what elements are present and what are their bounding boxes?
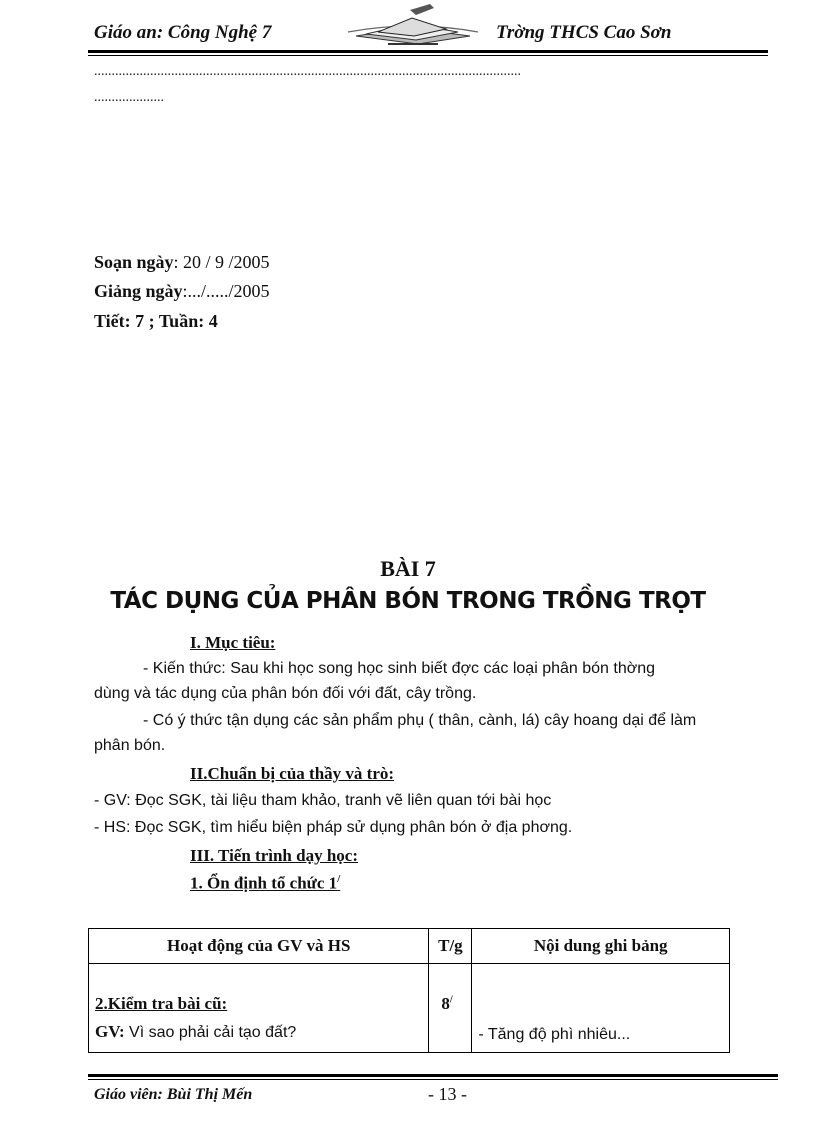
time-sup: / <box>449 994 453 1006</box>
header-school: Trờng THCS Cao Sơn <box>496 22 672 43</box>
cell-noi-dung <box>472 964 730 1053</box>
dotted-line: .................... <box>94 90 164 105</box>
muc-tieu-para-1-cont: dùng và tác dụng của phân bón đối với đất, cây trồng. <box>94 685 477 702</box>
section-chuan-bi: II.Chuẩn bị của thầy và trò: <box>190 764 395 783</box>
time-value <box>441 994 452 1014</box>
muc-tieu-para-1: - Kiến thức: Sau khi học song học sinh biết đợc các loại phân bón thờng <box>143 660 656 677</box>
section-on-dinh <box>190 873 340 894</box>
header-hoat-dong: Hoạt động của GV và HS <box>89 929 429 964</box>
header-noi-dung: Nội dung ghi bảng <box>472 929 730 964</box>
muc-tieu-para-2: - Có ý thức tận dụng các sản phẩm phụ ( thân, cành, lá) cây hoang dại để làm <box>143 712 697 729</box>
gv-label: GV: <box>95 1022 125 1041</box>
footer-rule <box>88 1074 778 1077</box>
soan-ngay-label: Soạn ngày <box>94 252 174 272</box>
section-tien-trinh: III. Tiến trình dạy học: <box>190 846 358 865</box>
footer-teacher: Giáo viên: Bùi Thị Mến <box>94 1086 253 1103</box>
tiet-tuan-label: Tiết: 7 ; Tuần: 4 <box>94 311 218 331</box>
kiem-tra-heading: 2.Kiểm tra bài cũ: <box>95 994 228 1013</box>
gv-question-text: Vì sao phải cải tạo đất? <box>124 1024 297 1041</box>
giang-ngay <box>94 281 270 302</box>
book-logo-icon <box>338 2 488 52</box>
header-rule <box>88 50 768 53</box>
cell-thoi-gian <box>429 964 472 1053</box>
muc-tieu-para-2-cont: phân bón. <box>94 737 166 754</box>
header-subject: Giáo an: Công Nghệ 7 <box>94 22 272 43</box>
soan-ngay-value: : 20 / 9 /2005 <box>173 252 270 272</box>
gv-question <box>95 1022 296 1042</box>
header-thoi-gian: T/g <box>429 929 472 964</box>
chuan-bi-hs: - HS: Đọc SGK, tìm hiểu biện pháp sử dụng phân bón ở địa phơng. <box>94 819 573 836</box>
answer-text: - Tăng độ phì nhiêu... <box>478 1026 631 1043</box>
time-number: 8 <box>441 994 450 1013</box>
soan-ngay <box>94 252 270 273</box>
section-muc-tieu: I. Mục tiêu: <box>190 633 276 652</box>
footer-rule-thin <box>88 1079 778 1080</box>
header-rule-thin <box>88 55 768 56</box>
page-number: - 13 - <box>428 1084 467 1104</box>
table-row <box>89 964 730 1053</box>
lesson-table <box>88 928 730 1053</box>
chuan-bi-gv: - GV: Đọc SGK, tài liệu tham khảo, tranh vẽ liên quan tới bài học <box>94 792 552 809</box>
cell-hoat-dong <box>89 964 429 1053</box>
lesson-title: TÁC DỤNG CỦA PHÂN BÓN TRONG TRỒNG TRỌT <box>110 588 706 614</box>
on-dinh-text: 1. Ổn định tổ chức 1 <box>190 873 338 893</box>
on-dinh-sup: / <box>337 873 341 885</box>
giang-ngay-label: Giảng ngày <box>94 281 183 301</box>
giang-ngay-value: :.../...../2005 <box>182 281 270 301</box>
dotted-line: .......................................................................................................................... <box>94 64 521 79</box>
table-header-row <box>89 929 730 964</box>
tiet-tuan <box>94 311 218 332</box>
lesson-number: BÀI 7 <box>380 556 436 581</box>
